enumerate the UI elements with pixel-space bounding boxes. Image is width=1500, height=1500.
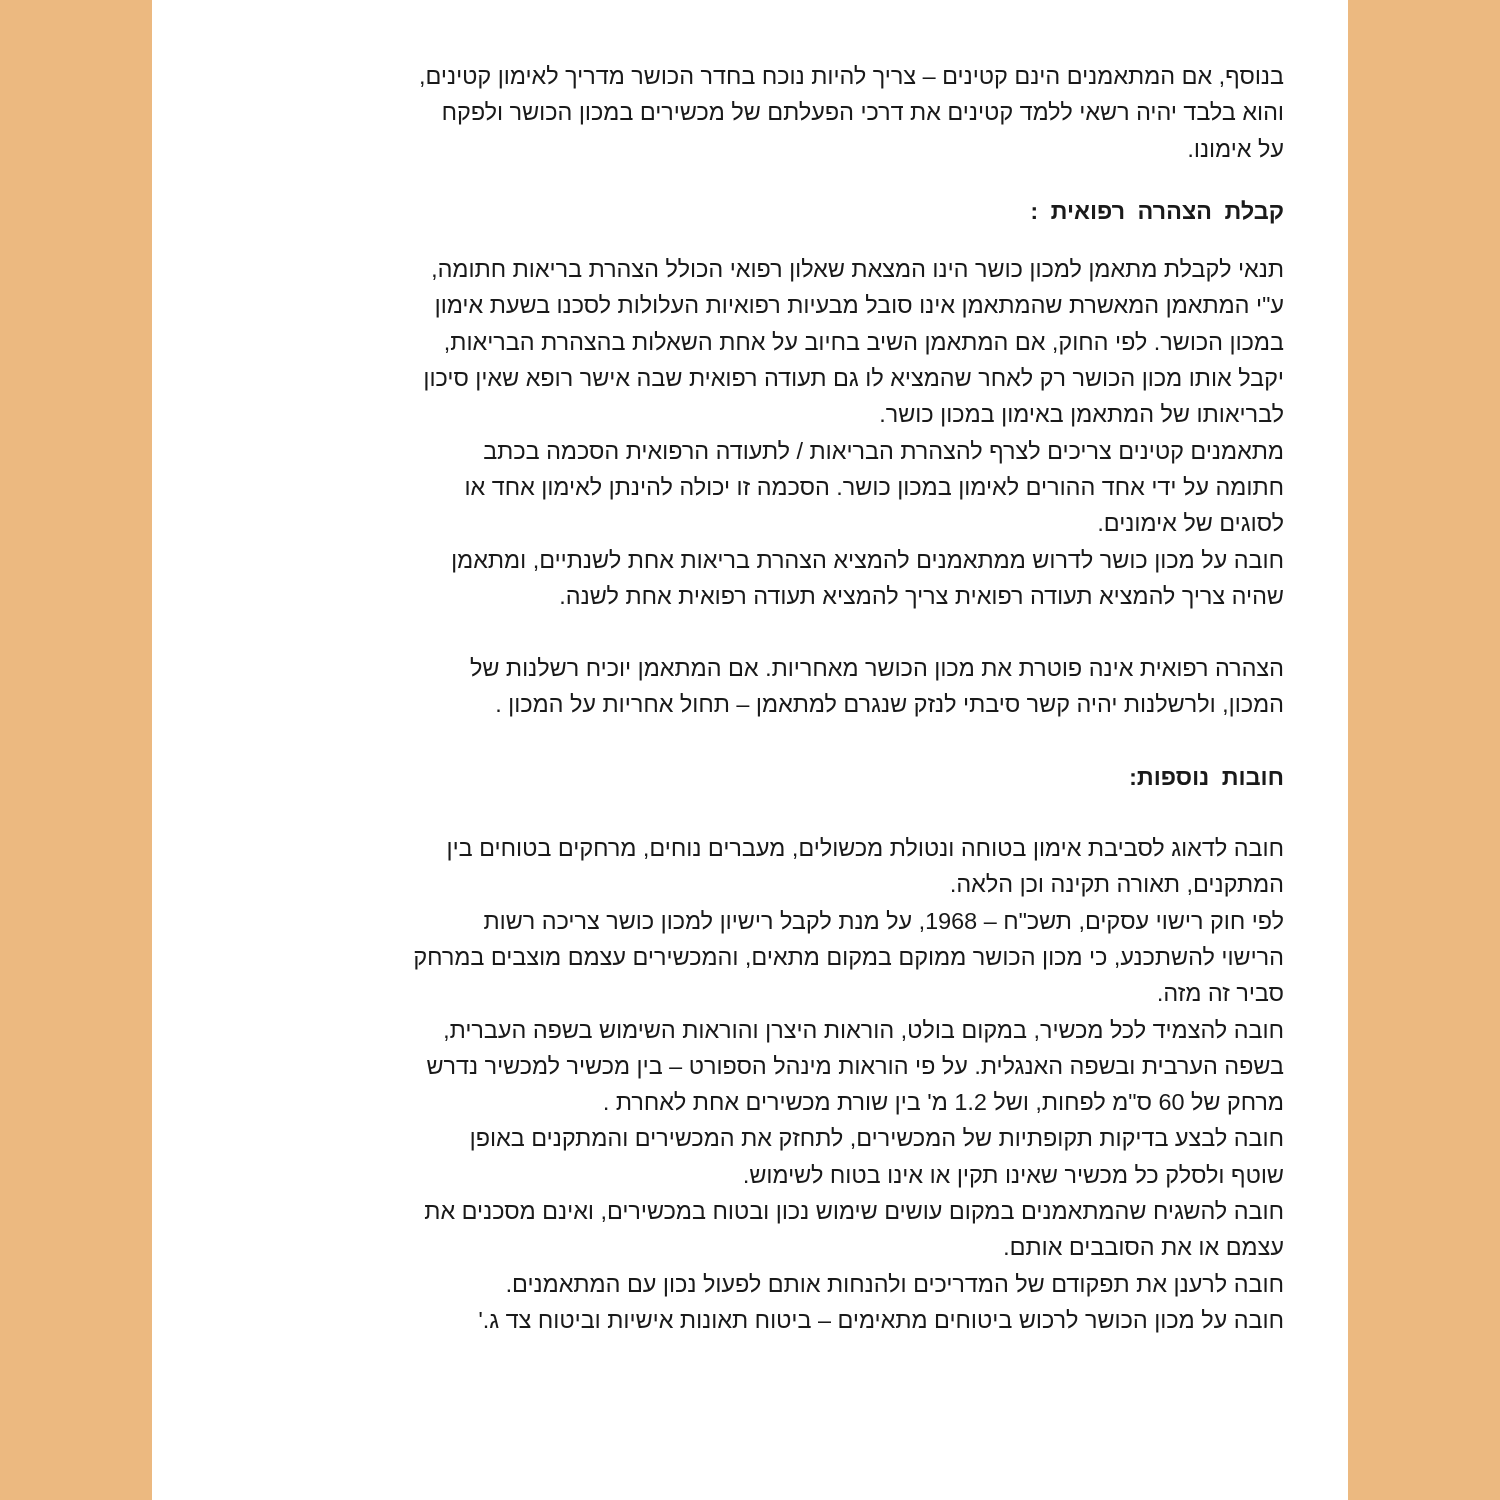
medical-line: שהיה צריך להמציא תעודה רפואית צריך להמציא תעודה רפואית אחת לשנה. bbox=[559, 582, 1284, 609]
document-page bbox=[152, 0, 1348, 1500]
duties-line: המתקנים, תאורה תקינה וכן הלאה. bbox=[949, 871, 1284, 898]
spacer bbox=[276, 229, 1284, 251]
duties-line: עצמם או את הסובבים אותם. bbox=[1003, 1234, 1284, 1261]
intro-line: על אימונו. bbox=[1187, 135, 1284, 162]
medical-line: חובה על מכון כושר לדרוש ממתאמנים להמציא הצהרת בריאות אחת לשנתיים, ומתאמן bbox=[451, 546, 1284, 573]
duties-paragraph bbox=[276, 830, 1284, 1338]
medical-line: ע"י המתאמן המאשרת שהמתאמן אינו סובל מבעיות רפואיות העלולות לסכנו בשעת אימון bbox=[434, 292, 1284, 319]
medical-paragraph bbox=[276, 251, 1284, 614]
medical-line: מתאמנים קטינים צריכים לצרף להצהרת הבריאות / לתעודה הרפואית הסכמה בכתב bbox=[483, 437, 1284, 464]
intro-line: והוא בלבד יהיה רשאי ללמד קטינים את דרכי הפעלתם של מכשירים במכון הכושר ולפקח bbox=[441, 99, 1284, 126]
spacer bbox=[276, 167, 1284, 193]
duties-line: סביר זה מזה. bbox=[1156, 980, 1284, 1007]
duties-line: חובה לבצע בדיקות תקופתיות של המכשירים, לתחזק את המכשירים והמתקנים באופן bbox=[469, 1125, 1284, 1152]
liability-line: הצהרה רפואית אינה פוטרת את מכון הכושר מאחריות. אם המתאמן יוכיח רשלנות של bbox=[469, 655, 1284, 682]
duties-line: לפי חוק רישוי עסקים, תשכ"ח – 1968, על מנת לקבל רישיון למכון כושר צריכה רשות bbox=[483, 907, 1284, 934]
duties-line: חובה להצמיד לכל מכשיר, במקום בולט, הוראות היצרן והוראות השימוש בשפה העברית, bbox=[443, 1016, 1284, 1043]
medical-line: חתומה על ידי אחד ההורים לאימון במכון כושר. הסכמה זו יכולה להינתן לאימון אחד או bbox=[464, 473, 1284, 500]
duties-line: שוטף ולסלק כל מכשיר שאינו תקין או אינו בטוח לשימוש. bbox=[742, 1161, 1284, 1188]
liability-paragraph bbox=[276, 650, 1284, 723]
medical-line: תנאי לקבלת מתאמן למכון כושר הינו המצאת שאלון רפואי הכולל הצהרת בריאות חתומה, bbox=[431, 256, 1284, 283]
duties-line: הרישוי להשתכנע, כי מכון הכושר ממוקם במקום מתאים, והמכשירים עצמם מוצבים במרחק bbox=[413, 943, 1284, 970]
medical-line: יקבל אותו מכון הכושר רק לאחר שהמציא לו גם תעודה רפואית שבה אישר רופא שאין סיכון bbox=[423, 365, 1284, 392]
liability-line: המכון, ולרשלנות יהיה קשר סיבתי לנזק שנגרם למתאמן – תחול אחריות על המכון . bbox=[495, 691, 1284, 718]
duties-line: חובה על מכון הכושר לרכוש ביטוחים מתאימים – ביטוח תאונות אישיות וביטוח צד ג.' bbox=[478, 1306, 1284, 1333]
medical-line: לבריאותו של המתאמן באימון במכון כושר. bbox=[879, 401, 1284, 428]
spacer bbox=[276, 614, 1284, 650]
document-body bbox=[276, 58, 1284, 1338]
duties-line: חובה לדאוג לסביבת אימון בטוחה ונטולת מכשולים, מעברים נוחים, מרחקים בטוחים בין bbox=[446, 835, 1284, 862]
duties-heading: חובות נוספות: bbox=[1129, 763, 1284, 790]
medical-line: לסוגים של אימונים. bbox=[1097, 510, 1284, 537]
duties-line: מרחק של 60 ס"מ לפחות, ושל 1.2 מ' בין שורת מכשירים אחת לאחרת . bbox=[602, 1089, 1284, 1116]
medical-heading: קבלת הצהרה רפואית : bbox=[1030, 197, 1284, 224]
duties-line: חובה להשגיח שהמתאמנים במקום עושים שימוש נכון ובטוח במכשירים, ואינם מסכנים את bbox=[424, 1198, 1284, 1225]
intro-paragraph bbox=[276, 58, 1284, 167]
spacer bbox=[276, 795, 1284, 830]
intro-line: בנוסף, אם המתאמנים הינם קטינים – צריך להיות נוכח בחדר הכושר מדריך לאימון קטינים, bbox=[419, 63, 1284, 89]
spacer bbox=[276, 723, 1284, 759]
duties-line: חובה לרענן את תפקודם של המדריכים ולהנחות אותם לפעול נכון עם המתאמנים. bbox=[505, 1270, 1284, 1297]
medical-line: במכון הכושר. לפי החוק, אם המתאמן השיב בחיוב על אחת השאלות בהצהרת הבריאות, bbox=[443, 328, 1284, 355]
duties-line: בשפה הערבית ובשפה האנגלית. על פי הוראות מינהל הספורט – בין מכשיר למכשיר נדרש bbox=[426, 1052, 1284, 1079]
